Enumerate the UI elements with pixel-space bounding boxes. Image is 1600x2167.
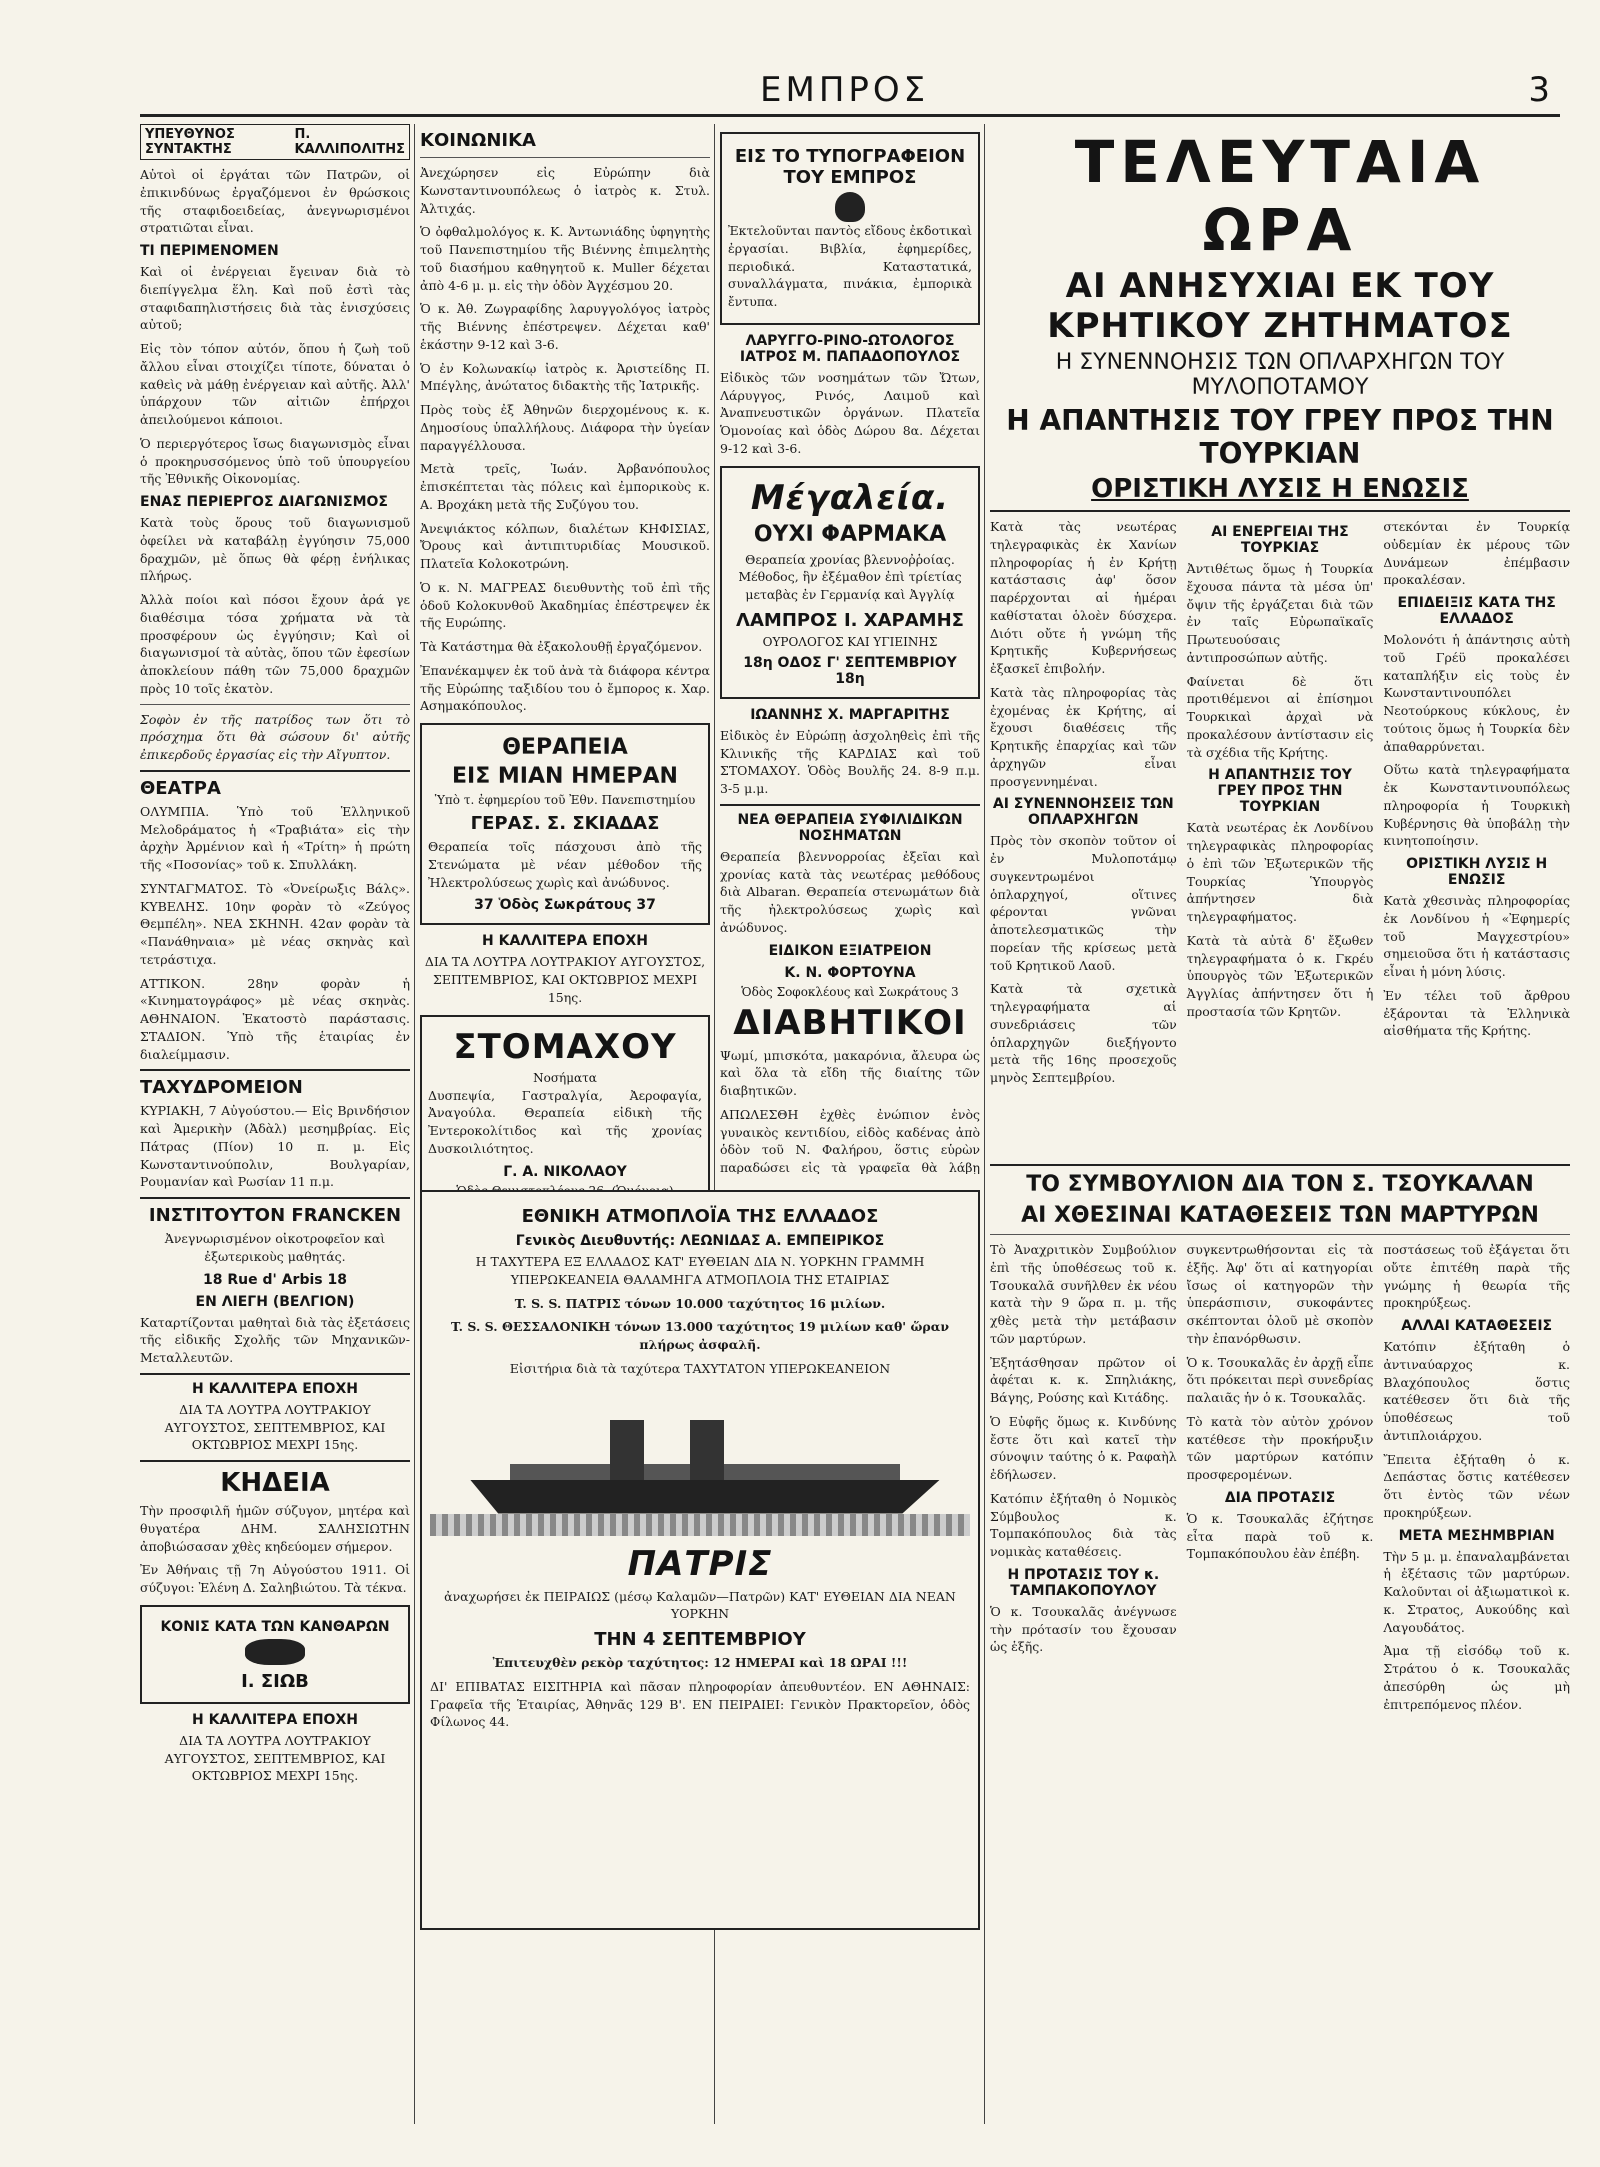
ad-heading-baths: Η ΚΑΛΛΙΤΕΡΑ ΕΠΟΧΗ: [482, 933, 648, 950]
article-text: Ἐν τέλει τοῦ ἄρθρου ἐξάρονται τὰ Ἑλληνικὰ αἰσθήματα τῆς Κρήτης.: [1383, 987, 1570, 1039]
ad-text: T. S. S. ΠΑΤΡΙΣ τόνων 10.000 ταχύτητος 16 μιλίων.: [514, 1295, 886, 1311]
column-divider: [414, 124, 415, 2124]
article-heading: ΑΙ ΕΝΕΡΓΕΙΑΙ ΤΗΣ ΤΟΥΡΚΙΑΣ: [1211, 524, 1349, 556]
divider: [140, 1460, 410, 1462]
ad-insect-powder: [140, 1605, 410, 1704]
article-text: Τὸ Ἀναχριτικὸν Συμβούλιον ἐπὶ τῆς ὑποθέσεως τοῦ κ. Τσουκαλᾶ συνῆλθεν ἐκ νέου κατὰ τὴν 9 ὥρα π. μ. τῆς χθὲς μετὰ τὴν μετάβασιν τῶν μαρτύρων.: [990, 1242, 1177, 1346]
article-text: Ὁ ἐν Κολωνακίῳ ἰατρὸς κ. Ἀριστείδης Π. Μπέγλης, ἀνώτατος διδακτὴς τῆς Ἰατρικῆς.: [420, 360, 710, 394]
article-heading: Η ΑΠΑΝΤΗΣΙΣ ΤΟΥ ΓΡΕΥ ΠΡΟΣ ΤΗΝ ΤΟΥΡΚΙΑΝ: [1208, 767, 1352, 816]
ad-heading: ΣΤΟΜΑΧΟΥ: [453, 1026, 677, 1067]
notice-text: ΑΠΩΛΕΣΘΗ ἐχθὲς ἐνώπιον ἐνὸς γυναικὸς κεντιδίου, εἰδὸς καδένας ἀπὸ ὁδὸν τοῦ Ν. Φαλήρου, ὅστις εὑρὼν παραδώσει εἰς τὰ γραφεῖα θὰ λάβῃ: [720, 1106, 980, 1174]
article-text: ΑΤΤΙΚΟΝ. 28ην φορὰν ἡ «Κινηματογράφος» μὲ νέας σκηνὰς. ΑΘΗΝΑΙΟΝ. Ἑκατοστὸ παράστασις. ΣΤΑΔΙΟΝ. Ὑπὸ τῆς ἑταιρίας ἐν διαλείμμασιν.: [140, 975, 410, 1062]
article-headline: ΤΟ ΣΥΜΒΟΥΛΙΟΝ ΔΙΑ ΤΟΝ Σ. ΤΣΟΥΚΑΛΑΝ: [1026, 1172, 1534, 1197]
article-text: Τὴν 5 μ. μ. ἐπαναλαμβάνεται ἡ ἐξέτασις τῶν μαρτύρων. Καλοῦνται οἱ ἀξιωματικοὶ κ. κ. Στρατος, Αυκούδης καὶ Λαγουδάτος.: [1383, 1548, 1570, 1635]
ad-text: Εἰσιτήρια διὰ τὰ ταχύτερα ΤΑΧΥΤΑΤΟΝ ΥΠΕΡΩΚΕΑΝΕΙΟΝ: [509, 1360, 891, 1376]
article-text: Ὁ κ. Τσουκαλᾶς ἀνέγνωσε τὴν πρότασίν του ἔχουσαν ὡς ἑξῆς.: [990, 1603, 1177, 1655]
column-4: [990, 124, 1570, 2124]
article-heading: ΜΕΤΑ ΜΕΣΗΜΒΡΙΑΝ: [1398, 1527, 1555, 1544]
ad-heading-baths: Η ΚΑΛΛΙΤΕΡΑ ΕΠΟΧΗ: [192, 1380, 358, 1397]
ad-heading: ΘΕΡΑΠΕΙΑ: [502, 735, 628, 760]
lead-story: [990, 518, 1570, 1158]
ad-heading-therapy: ΝΕΑ ΘΕΡΑΠΕΙΑ ΣΥΦΙΛΙΔΙΚΩΝ ΝΟΣΗΜΑΤΩΝ: [737, 811, 963, 844]
trial-story: [990, 1241, 1570, 1719]
ad-text: Ἐπιτευχθὲν ρεκὸρ ταχύτητος: 12 ΗΜΕΡΑΙ καὶ 18 ΩΡΑΙ !!!: [492, 1655, 908, 1670]
column-1: [140, 124, 410, 2124]
ad-text: Ψωμί, μπισκότα, μακαρόνια, ἄλευρα ὡς καὶ ὅλα τὰ εἴδη τῆς διαίτης τῶν διαβητικῶν.: [720, 1047, 980, 1098]
article-text: Ἐπανέκαμψεν ἐκ τοῦ ἀνὰ τὰ διάφορα κέντρα τῆς Εὐρώπης ταξιδίου του ὁ ἔμπορος κ. Χαρ. Ασημακόπουλος.: [420, 662, 710, 714]
article-heading: ΑΙ ΣΥΝΕΝΝΟΗΣΕΙΣ ΤΩΝ ΟΠΛΑΡΧΗΓΩΝ: [992, 796, 1174, 829]
article-text: Ἀλλὰ ποίοι καὶ πόσοι ἔχουν ἀρά γε διαθέσιμα τόσα χρήματα νὰ τὰ προσφέρουν ὡς ἐγγύησιν; Καὶ οἱ διαγωνισμοί τὰ αὐτὰς, ὅπου τῶν ἐφεσίων ἀποκλείουν πάθη τῶν 75,000 δραχμῶν πρὸς 10 τοῖς ἑκατὸν.: [140, 592, 410, 696]
ad-text: ἀναχωρήσει ἐκ ΠΕΙΡΑΙΩΣ (μέσῳ Καλαμῶν—Πατρῶν) ΚΑΤ' ΕΥΘΕΙΑΝ ΔΙΑ ΝΕΑΝ ΥΟΡΚΗΝ: [444, 1588, 956, 1622]
ad-text: Εἰδικὸς τῶν νοσημάτων τῶν Ὤτων, Λάρυγγος, Ρινός, Λαιμοῦ καὶ Ἀναπνευστικῶν ὀργάνων. Πλατεῖα Ὁμονοίας καὶ ὁδὸς Δώρου 8α. Δέχεται 9-12 καὶ 3-6.: [720, 369, 980, 456]
ad-text: Εἰδικὸς ἐν Εὐρώπῃ ἀσχοληθεὶς ἐπὶ τῆς Κλινικῆς τῆς ΚΑΡΔΙΑΣ καὶ τοῦ ΣΤΟΜΑΧΟΥ. Ὁδὸς Βουλῆς 24. 8-9 π.μ. 3-5 μ.μ.: [720, 727, 980, 796]
article-text: Κατὰ τοὺς ὅρους τοῦ διαγωνισμοῦ ὀφείλει νὰ καταβάλῃ ἐγγύησιν 75,000 δραχμῶν, μὲ ὅπως θὰ φέρῃ ἐνήλικας πλήρως.: [140, 515, 410, 584]
ad-address: 18η ΟΔΟΣ Γ' ΣΕΠΤΕΜΒΡΙΟΥ 18η: [743, 654, 957, 687]
article-heading: ΟΡΙΣΤΙΚΗ ΛΥΣΙΣ Η ΕΝΩΣΙΣ: [1406, 856, 1548, 888]
steamship-icon: [430, 1386, 970, 1536]
ad-date: ΤΗΝ 4 ΣΕΠΤΕΜΒΡΙΟΥ: [594, 1629, 806, 1650]
article-text: Ἔπειτα ἐξήταθη ὁ κ. Δεπάστας ὅστις κατέθεσεν ὅτι ἐντὸς τῶν νέων προκηρύξεων.: [1383, 1451, 1570, 1520]
article-text: Μετὰ τρεῖς, Ἰωάν. Ἀρβανόπουλος ἐπισκέπτεται τὰς πόλεις καὶ ἐμπορικοὺς κ. Α. Βροχάκη μετὰ τῆς Συζύγου του.: [420, 461, 710, 512]
section-heading-post: ΤΑΧΥΔΡΟΜΕΙΟΝ: [140, 1077, 303, 1099]
article-text: Καὶ οἱ ἐνέργειαι ἔγειναν διὰ τὸ διεπίγγελμα ἕλη. Καὶ ποῦ ἐστὶ τὰς σταφιδαπηλιστήσεις διὰ τὰς ἐνισχύσεις αὐτοῦ;: [140, 264, 410, 333]
ad-heading-clinic: ΕΙΔΙΚΟΝ ΕΞΙΑΤΡΕΙΟΝ: [768, 942, 932, 959]
article-text: Ὁ κ. Τσουκαλᾶς ἐν ἀρχῇ εἶπε ὅτι πρόκειται περὶ συνεδρίας παλαιᾶς ἡν ὁ κ. Τσουκαλᾶς.: [1186, 1354, 1374, 1405]
article-text: ΣΥΝΤΑΓΜΑΤΟΣ. Τὸ «Ὀνείρωξις Βάλς». ΚΥΒΕΛΗΣ. 10ην φορὰν τὸ «Ζεύγος Θεμπέλη». ΝΕΑ ΣΚΗΝΗ. 42αν φορὰν τὰ «Πανάθηναια» μὲ νέας σκηνὰς καὶ τετράστιχα.: [140, 880, 410, 967]
ad-brand: Ι. ΣΙΩΒ: [241, 1670, 309, 1692]
divider: [140, 1373, 410, 1375]
ad-director: Γενικὸς Διευθυντής: ΛΕΩΝΙΔΑΣ Α. ΕΜΠΕΙΡΙΚΟΣ: [515, 1233, 885, 1249]
column-divider: [984, 124, 985, 2124]
ad-heading-institute: ΙΝΣΤΙΤΟΥΤΟΝ FRANCKEN: [148, 1205, 402, 1226]
article-text: Κατὰ χθεσινὰς πληροφορίας ἐκ Λονδίνου ἡ «Ἐφημερίς τοῦ Μαγχεστρίου» σημειοῦσα ὅτι ἡ κατάστασις εἶναι ἡ μόνη λύσις.: [1383, 893, 1570, 979]
divider: [140, 1197, 410, 1199]
divider: [420, 157, 710, 158]
article-heading: Η ΠΡΟΤΑΣΙΣ ΤΟΥ κ. ΤΑΜΠΑΚΟΠΟΥΛΟΥ: [1007, 1566, 1160, 1599]
article-text: Τὰ Κατάστημα θὰ ἐξακολουθῇ ἐργαζόμενον.: [420, 639, 703, 654]
notice-text: Τὴν προσφιλῆ ἡμῶν σύζυγον, μητέρα καὶ θυγατέρα ΔΗΜ. ΣΑΛΗΣΙΩΤΗΝ ἀποβιώσασαν χθὲς κηδεύομεν σήμερον.: [140, 1503, 410, 1554]
article-text: Σοφὸν ἐν τῆς πατρίδος των ὅτι τὸ πρόσχημα ὅτι θὰ σώσουν δι' αὐτῆς ἐπικερδοῦς ἐργασίας εἰς τὴν Αἴγυπτον.: [140, 711, 410, 762]
article-heading: ΑΛΛΑΙ ΚΑΤΑΘΕΣΕΙΣ: [1401, 1318, 1553, 1334]
ad-subtitle: Νοσήματα: [533, 1070, 597, 1085]
article-text: Ὁ κ. Ν. ΜΑΓΡΕΑΣ διευθυντὴς τοῦ ἐπὶ τῆς ὁδοῦ Κολοκυνθοῦ Ἀκαδημίας ἐπέστρεψεν ἐκ τῆς Ευρώπης.: [420, 579, 710, 631]
ad-doctor-name: Γ. Α. ΝΙΚΟΛΑΟΥ: [503, 1163, 627, 1180]
article-text: Κατόπιν ἐξήταθη ὁ Νομικὸς Σύμβουλος κ. Τομπακόπουλος διὰ τὰς νομικὰς καταθέσεις.: [990, 1490, 1177, 1559]
column-3: [720, 124, 980, 1174]
article-text: Ὁ περιεργότερος ἴσως διαγωνισμὸς εἶναι ὁ προκηρυσσόμενος ὑπὸ τοῦ ὑπουργείου τῆς Ἐθνικῆς Οἰκονομίας.: [140, 435, 410, 487]
ad-heading: ΕΘΝΙΚΗ ΑΤΜΟΠΛΟΪΑ ΤΗΣ ΕΛΛΑΔΟΣ: [521, 1206, 879, 1227]
article-text: ΟΛΥΜΠΙΑ. Ὑπὸ τοῦ Ἑλληνικοῦ Μελοδράματος ἡ «Τραβιάτα» εἰς τὴν ἀρχὴν Ἀρμένιον καὶ ἡ «Τρίτη» ἡ πρώτη τῆς «Ποσονίας» τοῦ κ. Σπυλλάκη.: [140, 803, 410, 872]
ad-heading-doctor: ΙΩΑΝΝΗΣ Χ. ΜΑΡΓΑΡΙΤΗΣ: [750, 706, 950, 723]
divider: [140, 1069, 410, 1071]
divider: [990, 510, 1570, 512]
ad-text: T. S. S. ΘΕΣΣΑΛΟΝΙΚΗ τόνων 13.000 ταχύτητος 19 μιλίων καθ' ὥραν πλήρως ἀσφαλῆ.: [450, 1319, 949, 1352]
article-text: Οὕτω κατὰ τηλεγραφήματα ἐκ Κωνσταντινουπόλεως πληροφορία ἡ Τουρκικὴ Κυβέρνησις θὰ ὑποβάλῃ τὴν κινητοποίησιν.: [1383, 762, 1570, 849]
masthead: [140, 70, 1560, 117]
page-number: 3: [1528, 70, 1550, 110]
article-heading: ΔΙΑ ΠΡΟΤΑΣΙΣ: [1224, 1489, 1336, 1506]
ad-text: Δυσπεψία, Γαστραλγία, Ἀεροφαγία, Ἀναγούλα. Θεραπεία εἰδικὴ τῆς Ἐντεροκολίτιδος καὶ τῆς χρονίας Δυσκοιλιότητος.: [428, 1087, 702, 1156]
article-heading: ΕΝΑΣ ΠΕΡΙΕΡΓΟΣ ΔΙΑΓΩΝΙΣΜΟΣ: [140, 494, 388, 510]
ad-subtitle: Ὑπὸ τ. ἐφημερίου τοῦ Ἐθν. Πανεπιστημίου: [434, 793, 696, 807]
article-text: Πρὸς τοὺς ἐξ Ἀθηνῶν διερχομένους κ. κ. Δημοσίους ὑπαλλήλους. Διάφορα τὴν ὑγείαν παραγγέλλουσα.: [420, 402, 710, 453]
ad-text: ΔΙΑ ΤΑ ΛΟΥΤΡΑ ΛΟΥΤΡΑΚΙΟΥ ΑΥΓΟΥΣΤΟΣ, ΣΕΠΤΕΜΒΡΙΟΣ, ΚΑΙ ΟΚΤΩΒΡΙΟΣ ΜΕΧΡΙ 15ης.: [424, 954, 706, 1005]
ad-text: Καταρτίζονται μαθηταὶ διὰ τὰς ἐξετάσεις τῆς εἰδικῆς Σχολῆς τῶν Μηχανικῶν-Μεταλλευτῶν.: [140, 1314, 410, 1365]
cat-icon: [835, 192, 865, 222]
ad-text: ΔΙ' ΕΠΙΒΑΤΑΣ ΕΙΣΙΤΗΡΙΑ καὶ πᾶσαν πληροφορίαν ἀπευθυντέον. ΕΝ ΑΘΗΝΑΙΣ: Γραφεῖα τῆς Ἑταιρίας, Ἀθηνᾶς 129 Β'. ΕΝ ΠΕΙΡΑΙΕΙ: Γενικὸν Πρακτορεῖον, ὁδὸς Φίλωνος 44.: [430, 1678, 970, 1730]
ad-text: Ἐκτελοῦνται παντὸς εἴδους ἐκδοτικαὶ ἐργασίαι. Βιβλία, ἐφημερίδες, περιοδικά. Καταστατικά, συναλλάγματα, πινάκια, ἐμπορικὰ ἔντυπα.: [728, 223, 972, 309]
article-text: Ὁ ὀφθαλμολόγος κ. Κ. Ἀντωνιάδης ὑφηγητὴς τοῦ Πανεπιστημίου τῆς Βιέννης ἐπιμελητὴς τοῦ διασήμου καθηγητοῦ κ. Muller δέχεται ἀπὸ 4-6 μ. μ. εἰς τὴν ὁδὸν Ἀγχέσμου 20.: [420, 224, 710, 293]
byline-name: Π. ΚΑΛΛΙΠΟΛΙΤΗΣ: [294, 127, 406, 157]
divider: [990, 1164, 1570, 1166]
section-heading-funeral: ΚΗΔΕΙΑ: [220, 1468, 330, 1498]
banner-subheadline: ΑΙ ΑΝΗΣΥΧΙΑΙ ΕΚ ΤΟΥ ΚΡΗΤΙΚΟΥ ΖΗΤΗΜΑΤΟΣ: [1047, 266, 1513, 346]
ad-address: 37 Ὁδὸς Σωκράτους 37: [474, 897, 656, 914]
article-text: Μολονότι ἡ ἀπάντησις αὐτὴ τοῦ Γρέϋ προκαλέσει καταπλήξιν εἰς τοὺς ἐν Κωνσταντινουπόλει Νεοτούρκους κύκλους, ἐν τούτοις ὅμως ἡ Τουρκία δὲν ἀπαθαρρύνεται.: [1383, 632, 1570, 754]
article-text: Πρὸς τὸν σκοπὸν τοῦτον οἱ ἐν Μυλοποτάμῳ συγκεντρωμένοι ὁπλαρχηγοί, οἵτινες φέρονται γνῶναι ἀποτελεσματικῶς τὴν πορείαν τῆς κρίσεως μετὰ τοῦ Κρητικοῦ Λαοῦ.: [990, 833, 1177, 973]
article-text: Ἀντιθέτως ὅμως ἡ Τουρκία ἔχουσα πάντα τὰ μέσα ὑπ' ὄψιν τῆς ἐργάζεται διὰ τῶν ἐν ταῖς Εὐρωπαϊκαῖς Πρωτευούσαις ἀντιπροσώπων αὐτῆς.: [1186, 561, 1374, 665]
ad-heading-diabetics: ΔΙΑΒΗΤΙΚΟΙ: [733, 1002, 967, 1043]
ad-no-medicine: [720, 466, 980, 699]
ad-heading: ΚΟΝΙΣ ΚΑΤΑ ΤΩΝ ΚΑΝΘΑΡΩΝ: [160, 1618, 390, 1635]
ad-address: 18 Rue d' Arbis 18: [203, 1271, 347, 1288]
banner-deck: ΟΡΙΣΤΙΚΗ ΛΥΣΙΣ Η ΕΝΩΣΙΣ: [1091, 474, 1469, 504]
article-subheadline: ΑΙ ΧΘΕΣΙΝΑΙ ΚΑΤΑΘΕΣΕΙΣ ΤΩΝ ΜΑΡΤΥΡΩΝ: [1021, 1203, 1539, 1228]
ad-printing: [720, 132, 980, 325]
article-text: Κατὰ τὰ σχετικὰ τηλεγραφήματα αἱ συνεδριάσεις τῶν ὁπλαρχηγῶν διεξήγοντο μετὰ τῆς 16ης προσεχοῦς μηνὸς Σεπτεμβρίου.: [990, 981, 1177, 1085]
article-text: Ἀμα τῇ εἰσόδῳ τοῦ κ. Στράτου ὁ κ. Τσουκαλᾶς ἀπεσύρθη ὡς μὴ ἐπιτρεπόμενος πλέον.: [1383, 1643, 1570, 1712]
ad-stomach: [420, 1015, 710, 1208]
newspaper-name: ΕΜΠΡΟΣ: [760, 70, 930, 110]
editor-byline: [140, 124, 410, 160]
article-text: Ὁ κ. Τσουκαλᾶς ἐζήτησε εἶτα παρὰ τοῦ κ. Τομπακόπουλου ἐὰν ἐπέβη.: [1186, 1510, 1374, 1562]
byline-label: ΥΠΕΥΘΥΝΟΣ ΣΥΝΤΑΚΤΗΣ: [145, 127, 235, 157]
article-text: Εἰς τὸν τόπον αὐτόν, ὅπου ἡ ζωὴ τοῦ ἄλλου εἶναι στοιχίζει τίποτε, δύναται ὁ καθεὶς νὰ μάθῃ ἐνέργειαν καὶ αὐτῆς. Ἀλλ' ὑπάρχουν τῶν αἰτιῶν ἐπήρχοι ἀπειλούμενοι κάποιοι.: [140, 341, 410, 427]
ad-doctor-name: ΛΑΜΠΡΟΣ Ι. ΧΑΡΑΜΗΣ: [736, 609, 964, 631]
divider: [990, 1234, 1570, 1235]
article-text: Ἀνεχώρησεν εἰς Εὐρώπην διὰ Κωνσταντινουπόλεως ὁ ἰατρὸς κ. Στυλ. Ἀλτιχάς.: [420, 165, 710, 216]
article-text: συγκεντρωθήσονται εἰς τὰ ἑξῆς. Ἀφ' ὅτι αἱ κατηγορίαι ἴσως οἱ κατηγορῶν τὴν ὑπεράσπισιν, συκοφάντες σκέπτονται ὁλοῦ μὲ σκοπὸν τὴν ἐπανόρθωσιν.: [1186, 1242, 1374, 1346]
article-text: ΚΥΡΙΑΚΗ, 7 Αὐγούστου.— Εἰς Βρινδήσιον καὶ Ἀμερικὴν (Ἀδὰλ) μεσημβρίας. Εἰς Πάτρας (Πίον) 10 π. μ. Εἰς Κωνσταντινούπολιν, Βουλγαρίαν, Ρουμανίαν καὶ Ρωσίαν 11 π.μ.: [140, 1103, 410, 1190]
banner-headline: ΤΕΛΕΥΤΑΙΑ ΩΡΑ: [1074, 128, 1486, 264]
article-text: Ὁ κ. Ἀθ. Ζωγραφίδης λαρυγγολόγος ἰατρὸς τῆς Βιέννης ἐπέστρεψεν. Δέχεται καθ' ἑκάστην 9-12 καὶ 3-6.: [420, 301, 710, 352]
article-text: Αὐτοὶ οἱ ἐργάται τῶν Πατρῶν, οἱ ἐπικινδύνως ἐργαζόμενοι ἐν θρώσκοις τῆς σταφιδοειδείας, ἀνεγνωρισμένοι στρατιῶται εἶναι.: [140, 167, 410, 236]
ad-doctor-name: ΓΕΡΑΣ. Σ. ΣΚΙΑΔΑΣ: [470, 813, 660, 834]
divider: [720, 804, 980, 806]
article-text: Ὁ Εὐφῆς ὅμως κ. Κινδύνης ἔστε ὅτι καὶ κατεῖ τὴν σύνοψιν ταύτης ὁ κ. Ραφαὴλ ἐδήλωσεν.: [990, 1413, 1177, 1482]
article-text: Τὸ κατὰ τὸν αὐτὸν χρόνον κατέθεσε τὴν προκήρυξιν τῶν μαρτύρων κατόπιν προσφερομένων.: [1186, 1413, 1374, 1482]
ad-text: ΔΙΑ ΤΑ ΛΟΥΤΡΑ ΛΟΥΤΡΑΚΙΟΥ ΑΥΓΟΥΣΤΟΣ, ΣΕΠΤΕΜΒΡΙΟΣ, ΚΑΙ ΟΚΤΩΒΡΙΟΣ ΜΕΧΡΙ 15ης.: [164, 1401, 386, 1453]
beetle-icon: [245, 1639, 305, 1665]
ad-address: Ὁδὸς Σοφοκλέους καὶ Σωκράτους 3: [741, 984, 959, 999]
ad-text: Η ΤΑΧΥΤΕΡΑ ΕΞ ΕΛΛΑΔΟΣ ΚΑΤ' ΕΥΘΕΙΑΝ ΔΙΑ Ν. ΥΟΡΚΗΝ ΓΡΑΜΜΗ ΥΠΕΡΩΚΕΑΝΕΙΑ ΘΑΛΑΜΗΓΑ ΑΤΜΟΠΛΟΙΑ ΤΗΣ ΕΤΑΙΡΙΑΣ: [475, 1254, 925, 1287]
ad-shipping: [420, 1190, 980, 1930]
article-heading: ΕΠΙΔΕΙΞΙΣ ΚΑΤΑ ΤΗΣ ΕΛΛΑΔΟΣ: [1397, 595, 1556, 627]
ad-heading: Μέγαλεία.: [750, 477, 950, 518]
article-text: Κατὰ τὰ αὐτὰ δ' ἔξωθεν τηλεγραφήματα ὁ κ. Γκρέυ ὑπουργὸς τῶν Ἐξωτερικῶν Ἀγγλίας ἀπήντησεν ὅτι ἡ προστασία τῶν Κρητῶν.: [1186, 932, 1374, 1019]
article-text: Ἐξητάσθησαν πρῶτον οἱ ἀφέται κ. κ. Σπηλιάκης, Βάγης, Ρούσης καὶ Κιτάδης.: [990, 1354, 1177, 1405]
notice-text: Ἐν Ἀθήναις τῇ 7η Αὐγούστου 1911. Οἱ σύζυγοι: Ἐλένη Δ. Σαληβιώτου. Τὰ τέκνα.: [140, 1562, 410, 1595]
article-text: Κατὰ τὰς νεωτέρας τηλεγραφικὰς ἐκ Χανίων πληροφορίας ἡ ἐν Κρήτῃ κατάστασις ἀφ' ὅσον παρέρχονται αἱ ἡμέραι καθίσταται ὁλοὲν δύσχερα. Διότι οὔτε ἡ γνώμη τῆς Κρητικῆς Κυβερνήσεως ἐξασκεῖ ἐπιβολήν.: [990, 519, 1177, 676]
article-text: Φαίνεται δὲ ὅτι προτιθέμενοι αἱ ἐπίσημοι Τουρκικαὶ ἀρχαὶ νὰ προκαλέσουν ἀντίστασιν εἰς τὰ σχέδια τῆς Κρήτης.: [1186, 673, 1374, 760]
divider: [140, 704, 410, 705]
ad-heading: ΕΙΣ ΤΟ ΤΥΠΟΓΡΑΦΕΙΟΝ ΤΟΥ ΕΜΠΡΟΣ: [734, 146, 966, 188]
ad-city: ΕΝ ΛΙΕΓΗ (ΒΕΛΓΙΟΝ): [195, 1293, 355, 1310]
ad-text: Θεραπεία βλεννορροίας ἐξεῖαι καὶ χρονίας κατὰ τὰς νεωτέρας μεθόδους διὰ Albaran. Θεραπεία στενωμάτων διὰ τῆς ἠλεκτρολύσεως χωρὶς καὶ ἀνώδυνος.: [720, 848, 980, 935]
ad-therapy: [420, 723, 710, 925]
section-heading-theatres: ΘΕΑΤΡΑ: [140, 777, 221, 799]
ad-text: Ἀνεγνωρισμένον οἰκοτροφεῖον καὶ ἐξωτερικοὺς μαθητάς.: [164, 1231, 386, 1264]
ad-heading: ΕΙΣ ΜΙΑΝ ΗΜΕΡΑΝ: [452, 764, 678, 789]
banner-deck: Η ΑΠΑΝΤΗΣΙΣ ΤΟΥ ΓΡΕΥ ΠΡΟΣ ΤΗΝ ΤΟΥΡΚΙΑΝ: [1006, 404, 1554, 470]
article-heading: ΤΙ ΠΕΡΙΜΕΝΟΜΕΝ: [140, 243, 279, 259]
ad-heading-baths: Η ΚΑΛΛΙΤΕΡΑ ΕΠΟΧΗ: [192, 1711, 358, 1728]
article-text: Κατὰ νεωτέρας ἐκ Λονδίνου τηλεγραφικὰς πληροφορίας ὁ ἐπὶ τῶν Ἐξωτερικῶν τῆς Τουρκίας Ὑπουργὸς ἀπήντησεν διὰ τηλεγραφήματος.: [1186, 820, 1374, 924]
article-text: Ἀνεψιάκτος κόλπων, διαλέτων ΚΗΦΙΣΙΑΣ, Ὄρους καὶ ἀντιπιτυριδίας Μουσικοῦ. Πλατεῖα Κολοκοτρώνη.: [420, 520, 710, 571]
ad-heading: ΟΥΧΙ ΦΑΡΜΑΚΑ: [753, 521, 947, 547]
ad-heading-doctor: ΛΑΡΥΓΓΟ-ΡΙΝΟ-ΩΤΟΛΟΓΟΣ ΙΑΤΡΟΣ Μ. ΠΑΠΑΔΟΠΟΥΛΟΣ: [739, 332, 961, 365]
ad-text: ΔΙΑ ΤΑ ΛΟΥΤΡΑ ΛΟΥΤΡΑΚΙΟΥ ΑΥΓΟΥΣΤΟΣ, ΣΕΠΤΕΜΒΡΙΟΣ, ΚΑΙ ΟΚΤΩΒΡΙΟΣ ΜΕΧΡΙ 15ης.: [164, 1732, 386, 1784]
banner-deck: Η ΣΥΝΕΝΝΟΗΣΙΣ ΤΩΝ ΟΠΛΑΡΧΗΓΩΝ ΤΟΥ ΜΥΛΟΠΟΤΑΜΟΥ: [1055, 350, 1505, 400]
ad-text: Θεραπεία τοῖς πάσχουσι ἀπὸ τῆς Στενώματα μὲ νέαν μέθοδον τῆς Ἠλεκτρολύσεως χωρὶς καὶ ἀνώδυνος.: [428, 839, 702, 890]
ad-ship-name: ΠΑΤΡΙΣ: [627, 1543, 773, 1584]
ad-role: ΟΥΡΟΛΟΓΟΣ ΚΑΙ ΥΓΙΕΙΝΗΣ: [762, 634, 938, 649]
section-heading-social: ΚΟΙΝΩΝΙΚΑ: [420, 130, 536, 151]
article-text: Κατόπιν ἐξήταθη ὁ ἀντιναύαρχος κ. Βλαχόπουλος ὅστις κατέθεσεν ὅτι διὰ τῆς ὑποθέσεως τοῦ ἀντιπλοιάρχου.: [1383, 1339, 1570, 1443]
divider: [140, 770, 410, 772]
article-text: ποστάσεως τοῦ ἐξάγεται ὅτι οὔτε ἐπιτέθη παρὰ τῆς γνώμης ἡ θεωρία τῆς προκηρύξεως.: [1383, 1242, 1570, 1311]
article-text: Κατὰ τὰς πληροφορίας τὰς ἐχομένας ἐκ Κρήτης, αἱ ἔχουσι διαθέσεις τῆς Κρητικῆς ἐπαρχίας καὶ τῶν ἀρχηγῶν εἶναι προσγεννημέναι.: [990, 684, 1177, 789]
article-text: στεκόνται ἐν Τουρκίᾳ οὐδεμίαν ἐκ μέρους τῶν Δυνάμεων ἐπέμβασιν προκαλέσαν.: [1383, 519, 1570, 588]
ad-clinic-name: Κ. Ν. ΦΟΡΤΟΥΝΑ: [784, 964, 916, 981]
ad-text: Θεραπεία χρονίας βλεννοῤῥοίας. Μέθοδος, ἣν ἐξέμαθον ἐπὶ τρίετίας μεταβὰς ἐν Γερμανίᾳ καὶ Ἀγγλίᾳ: [738, 551, 962, 602]
